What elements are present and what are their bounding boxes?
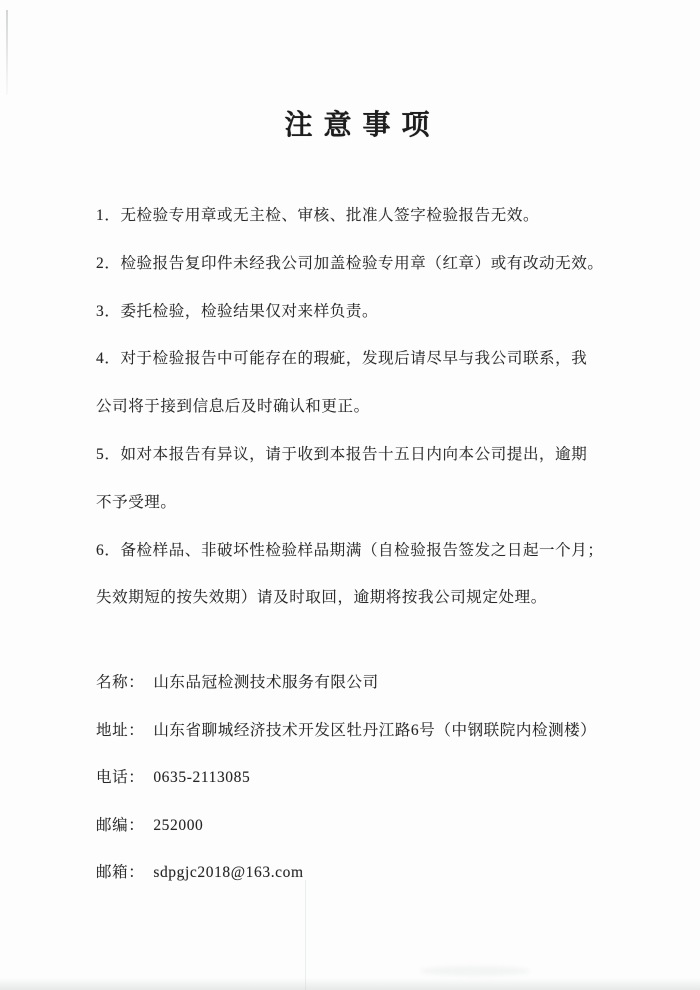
- note-line-3: 3．委托检验，检验结果仅对来样负责。: [96, 302, 379, 320]
- scan-artifact-smudge: [420, 966, 530, 976]
- contact-block: [96, 659, 636, 897]
- contact-label-postcode: 邮编：: [96, 816, 145, 834]
- contact-row-postcode: [96, 802, 636, 850]
- scan-artifact-streak: [305, 880, 306, 990]
- contact-value-phone: 0635-2113085: [153, 769, 251, 787]
- note-line-1: 1．无检验专用章或无主检、审核、批准人签字检验报告无效。: [96, 207, 540, 224]
- page-title: 注 意 事 项: [284, 110, 432, 141]
- contact-value-postcode: 252000: [153, 816, 204, 834]
- contact-label-email: 邮箱：: [96, 864, 145, 882]
- contact-value-email: sdpgjc2018@163.com: [153, 864, 304, 882]
- note-line-6b: 失效期短的按失效期）请及时取回，逾期将按我公司规定处理。: [96, 589, 547, 607]
- scan-artifact-bottom-edge: [0, 978, 700, 990]
- contact-label-phone: 电话：: [96, 769, 145, 787]
- contact-label-name: 名称：: [96, 674, 145, 691]
- note-line-4b: 公司将于接到信息后及时确认和更正。: [96, 398, 370, 416]
- scan-artifact-left-edge: [6, 10, 8, 95]
- note-line-4a: 4．对于检验报告中可能存在的瑕疵，发现后请尽早与我公司联系，我: [96, 350, 588, 368]
- note-line-5a: 5．如对本报告有异议，请于收到本报告十五日内向本公司提出，逾期: [96, 445, 588, 463]
- note-line-2: 2．检验报告复印件未经我公司加盖检验专用章（红章）或有改动无效。: [96, 254, 604, 272]
- contact-value-address: 山东省聊城经济技术开发区牡丹江路6号（中钢联院内检测楼）: [153, 721, 597, 739]
- note-line-6a: 6．备检样品、非破坏性检验样品期满（自检验报告签发之日起一个月；: [96, 541, 604, 559]
- contact-row-email: [96, 849, 636, 897]
- contact-label-address: 地址：: [96, 721, 145, 739]
- note-line-5b: 不予受理。: [96, 493, 177, 511]
- contact-row-phone: [96, 754, 636, 802]
- contact-value-name: 山东品冠检测技术服务有限公司: [153, 674, 379, 691]
- notes-list: [96, 192, 616, 622]
- contact-row-address: [96, 707, 636, 755]
- contact-row-name: [96, 659, 636, 707]
